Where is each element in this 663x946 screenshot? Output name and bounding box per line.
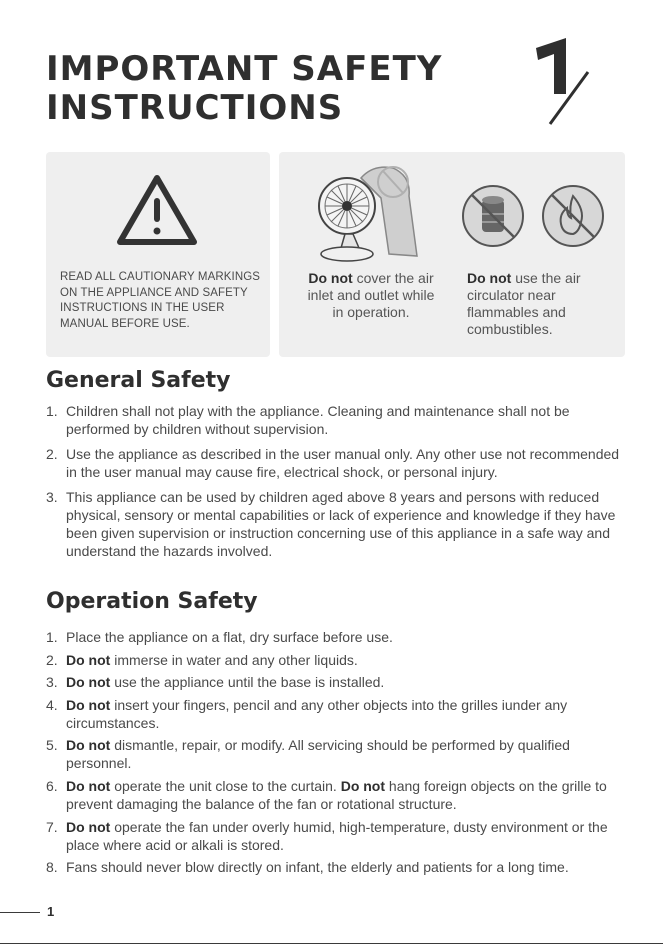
operation-safety-list	[46, 628, 631, 881]
item-number: 4.	[46, 696, 58, 713]
no-chemical-can-icon	[463, 186, 523, 246]
item-text: insert your fingers, pencil and any other objects into the grilles iunder any circumstances.	[66, 696, 568, 731]
item-text: Use the appliance as described in the user manual only. Any other use not recommended in the user manual may cause fire, electrical shock, or personal injury.	[66, 446, 620, 480]
item-strong: Do not	[66, 737, 111, 754]
page-number: 1	[47, 904, 55, 919]
chapter-number-1	[530, 34, 594, 126]
item-number: 2.	[46, 446, 58, 462]
caution-cover-strong: Do not	[308, 270, 353, 286]
item-text: dismantle, repair, or modify. All servicing should be performed by qualified personnel.	[66, 737, 570, 772]
item-number: 2.	[46, 651, 58, 668]
warning-text: READ ALL CAUTIONARY MARKINGS ON THE APPLIANCE AND SAFETY INSTRUCTIONS IN THE USER MANUAL BEFORE USE.	[60, 271, 261, 330]
item-strong: Do not	[66, 674, 111, 691]
list-item	[46, 736, 631, 772]
item-number: 3.	[46, 674, 58, 691]
item-text: Place the appliance on a flat, dry surface before use.	[66, 629, 393, 645]
item-number: 1.	[46, 629, 58, 645]
item-number: 8.	[46, 859, 58, 876]
item-strong: Do not	[66, 777, 111, 794]
list-item	[46, 673, 631, 691]
list-item	[46, 777, 631, 813]
item-number: 5.	[46, 737, 58, 754]
list-item	[46, 445, 631, 481]
list-item	[46, 696, 631, 732]
item-text-2: hang foreign objects on the grille to prevent damaging the balance of the fan or rotational structure.	[66, 777, 607, 812]
caution-cover-rest: cover the air inlet and outlet while in operation.	[307, 270, 435, 320]
no-flammables-icons	[459, 182, 607, 250]
item-number: 7.	[46, 818, 58, 835]
item-text: This appliance can be used by children aged above 8 years and persons with reduced physical, sensory or mental capabilities or lack of experience and knowledge if they have been given supervision or instruction concerning use of this appliance in a safe way and understand the hazards involved.	[66, 489, 616, 559]
list-item	[46, 488, 631, 560]
item-text: operate the fan under overly humid, high-temperature, dusty environment or the place where acid or alkali is stored.	[66, 818, 608, 853]
item-text: operate the unit close to the curtain.	[110, 777, 341, 794]
item-text: immerse in water and any other liquids.	[110, 651, 358, 668]
fan-covered-icon	[301, 158, 419, 266]
list-item	[46, 651, 631, 669]
item-strong: Do not	[66, 818, 111, 835]
item-number: 3.	[46, 489, 58, 505]
general-safety-list	[46, 402, 631, 567]
item-text: use the appliance until the base is installed.	[110, 674, 385, 691]
bottom-rule	[0, 943, 663, 944]
footer-rule	[0, 912, 40, 913]
caution-flammables-rest: use the air circulator near flammables and combustibles.	[467, 270, 581, 337]
item-text: Fans should never blow directly on infant, the elderly and patients for a long time.	[66, 859, 569, 876]
caution-cover-text	[301, 270, 441, 321]
item-number: 1.	[46, 403, 58, 419]
title-line-2: INSTRUCTIONS	[46, 88, 344, 128]
warning-panel	[46, 152, 270, 357]
caution-flammables-text	[467, 270, 617, 338]
item-strong: Do not	[66, 696, 111, 713]
operation-safety-heading: Operation Safety	[46, 589, 258, 614]
list-item	[46, 628, 631, 646]
warning-triangle-icon	[114, 172, 200, 248]
title-line-1: IMPORTANT SAFETY	[46, 49, 443, 89]
list-item	[46, 858, 631, 876]
item-text: Children shall not play with the appliance. Cleaning and maintenance shall not be performed by children without supervision.	[66, 403, 570, 437]
no-fire-icon	[543, 186, 603, 246]
caution-flammables-strong: Do not	[467, 270, 512, 286]
item-number: 6.	[46, 777, 58, 794]
item-strong-2: Do not	[340, 777, 386, 794]
page-title	[46, 50, 442, 128]
list-item	[46, 402, 631, 438]
general-safety-heading: General Safety	[46, 368, 231, 393]
item-strong: Do not	[66, 651, 111, 668]
list-item	[46, 818, 631, 854]
caution-panel	[279, 152, 625, 357]
